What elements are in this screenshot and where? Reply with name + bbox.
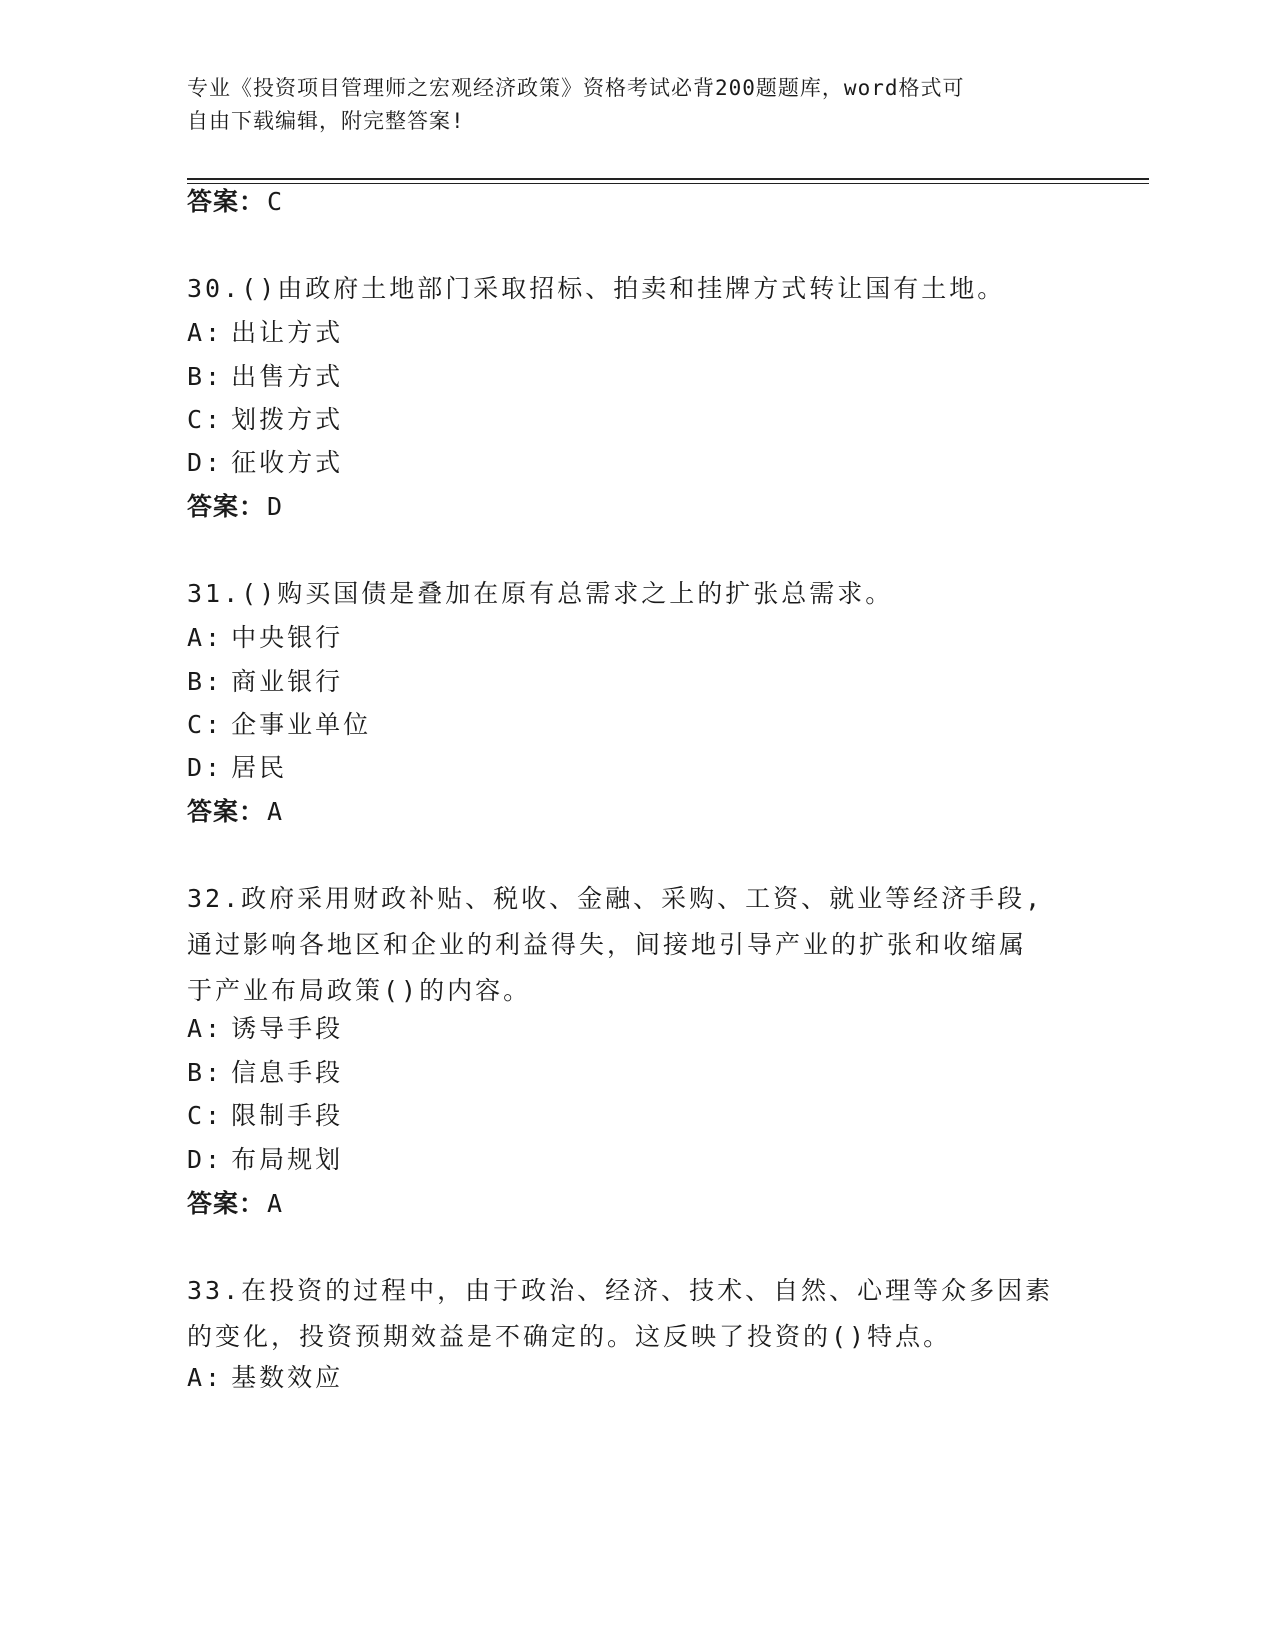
option-c — [187, 403, 343, 437]
option-key: B: — [187, 667, 224, 696]
answer-label: 答案： — [187, 187, 266, 216]
header-line-1: 专业《投资项目管理师之宏观经济政策》资格考试必背200题题库，word格式可 — [187, 76, 965, 100]
option-key: C: — [187, 710, 224, 739]
document-header — [187, 72, 1087, 138]
option-text: 基数效应 — [231, 1363, 344, 1392]
answer-label: 答案： — [187, 492, 266, 521]
option-c — [187, 1099, 343, 1133]
answer-value: C — [267, 187, 284, 216]
question-line: 的变化，投资预期效益是不确定的。这反映了投资的()特点。 — [187, 1322, 952, 1351]
option-key: A: — [187, 1014, 224, 1043]
option-text: 限制手段 — [231, 1101, 344, 1130]
option-a — [187, 1361, 343, 1395]
question-text: 31.()购买国债是叠加在原有总需求之上的扩张总需求。 — [187, 579, 894, 608]
answer-value: A — [267, 797, 284, 826]
option-text: 中央银行 — [231, 623, 344, 652]
answer-line — [187, 1187, 283, 1221]
option-c — [187, 708, 371, 742]
option-text: 出让方式 — [231, 318, 344, 347]
option-text: 诱导手段 — [231, 1014, 344, 1043]
question-line: 32.政府采用财政补贴、税收、金融、采购、工资、就业等经济手段, — [187, 884, 1044, 913]
option-text: 信息手段 — [231, 1058, 344, 1087]
option-key: D: — [187, 1145, 224, 1174]
option-key: A: — [187, 1363, 224, 1392]
answer-value: A — [267, 1189, 284, 1218]
option-key: C: — [187, 1101, 224, 1130]
option-text: 企事业单位 — [231, 710, 372, 739]
answer-line — [187, 795, 283, 829]
option-key: A: — [187, 318, 224, 347]
document-page — [187, 0, 1147, 1650]
answer-line — [187, 490, 283, 524]
answer-label: 答案： — [187, 797, 266, 826]
option-text: 征收方式 — [231, 448, 344, 477]
option-key: B: — [187, 1058, 224, 1087]
option-key: D: — [187, 753, 224, 782]
option-key: A: — [187, 623, 224, 652]
option-key: D: — [187, 448, 224, 477]
option-a — [187, 1012, 343, 1046]
option-b — [187, 1056, 343, 1090]
option-d — [187, 1143, 343, 1177]
question-text: 30.()由政府土地部门采取招标、拍卖和挂牌方式转让国有土地。 — [187, 274, 1006, 303]
question-text — [187, 876, 1067, 1014]
answer-value: D — [267, 492, 284, 521]
option-key: C: — [187, 405, 224, 434]
option-b — [187, 360, 343, 394]
option-d — [187, 446, 343, 480]
option-text: 出售方式 — [231, 362, 344, 391]
question-line: 通过影响各地区和企业的利益得失，间接地引导产业的扩张和收缩属 — [187, 930, 1028, 959]
header-line-2: 自由下载编辑，附完整答案! — [187, 109, 465, 133]
option-a — [187, 316, 343, 350]
header-rule-thick — [187, 178, 1149, 180]
option-text: 商业银行 — [231, 667, 344, 696]
answer-label: 答案： — [187, 1189, 266, 1218]
option-b — [187, 665, 343, 699]
option-d — [187, 751, 287, 785]
option-key: B: — [187, 362, 224, 391]
option-text: 居民 — [231, 753, 288, 782]
option-a — [187, 621, 343, 655]
question-line: 于产业布局政策()的内容。 — [187, 976, 532, 1005]
header-rule-thin — [187, 183, 1149, 184]
question-text — [187, 1268, 1067, 1360]
option-text: 布局规划 — [231, 1145, 344, 1174]
answer-line — [187, 185, 283, 219]
option-text: 划拨方式 — [231, 405, 344, 434]
question-line: 33.在投资的过程中，由于政治、经济、技术、自然、心理等众多因素 — [187, 1276, 1054, 1305]
